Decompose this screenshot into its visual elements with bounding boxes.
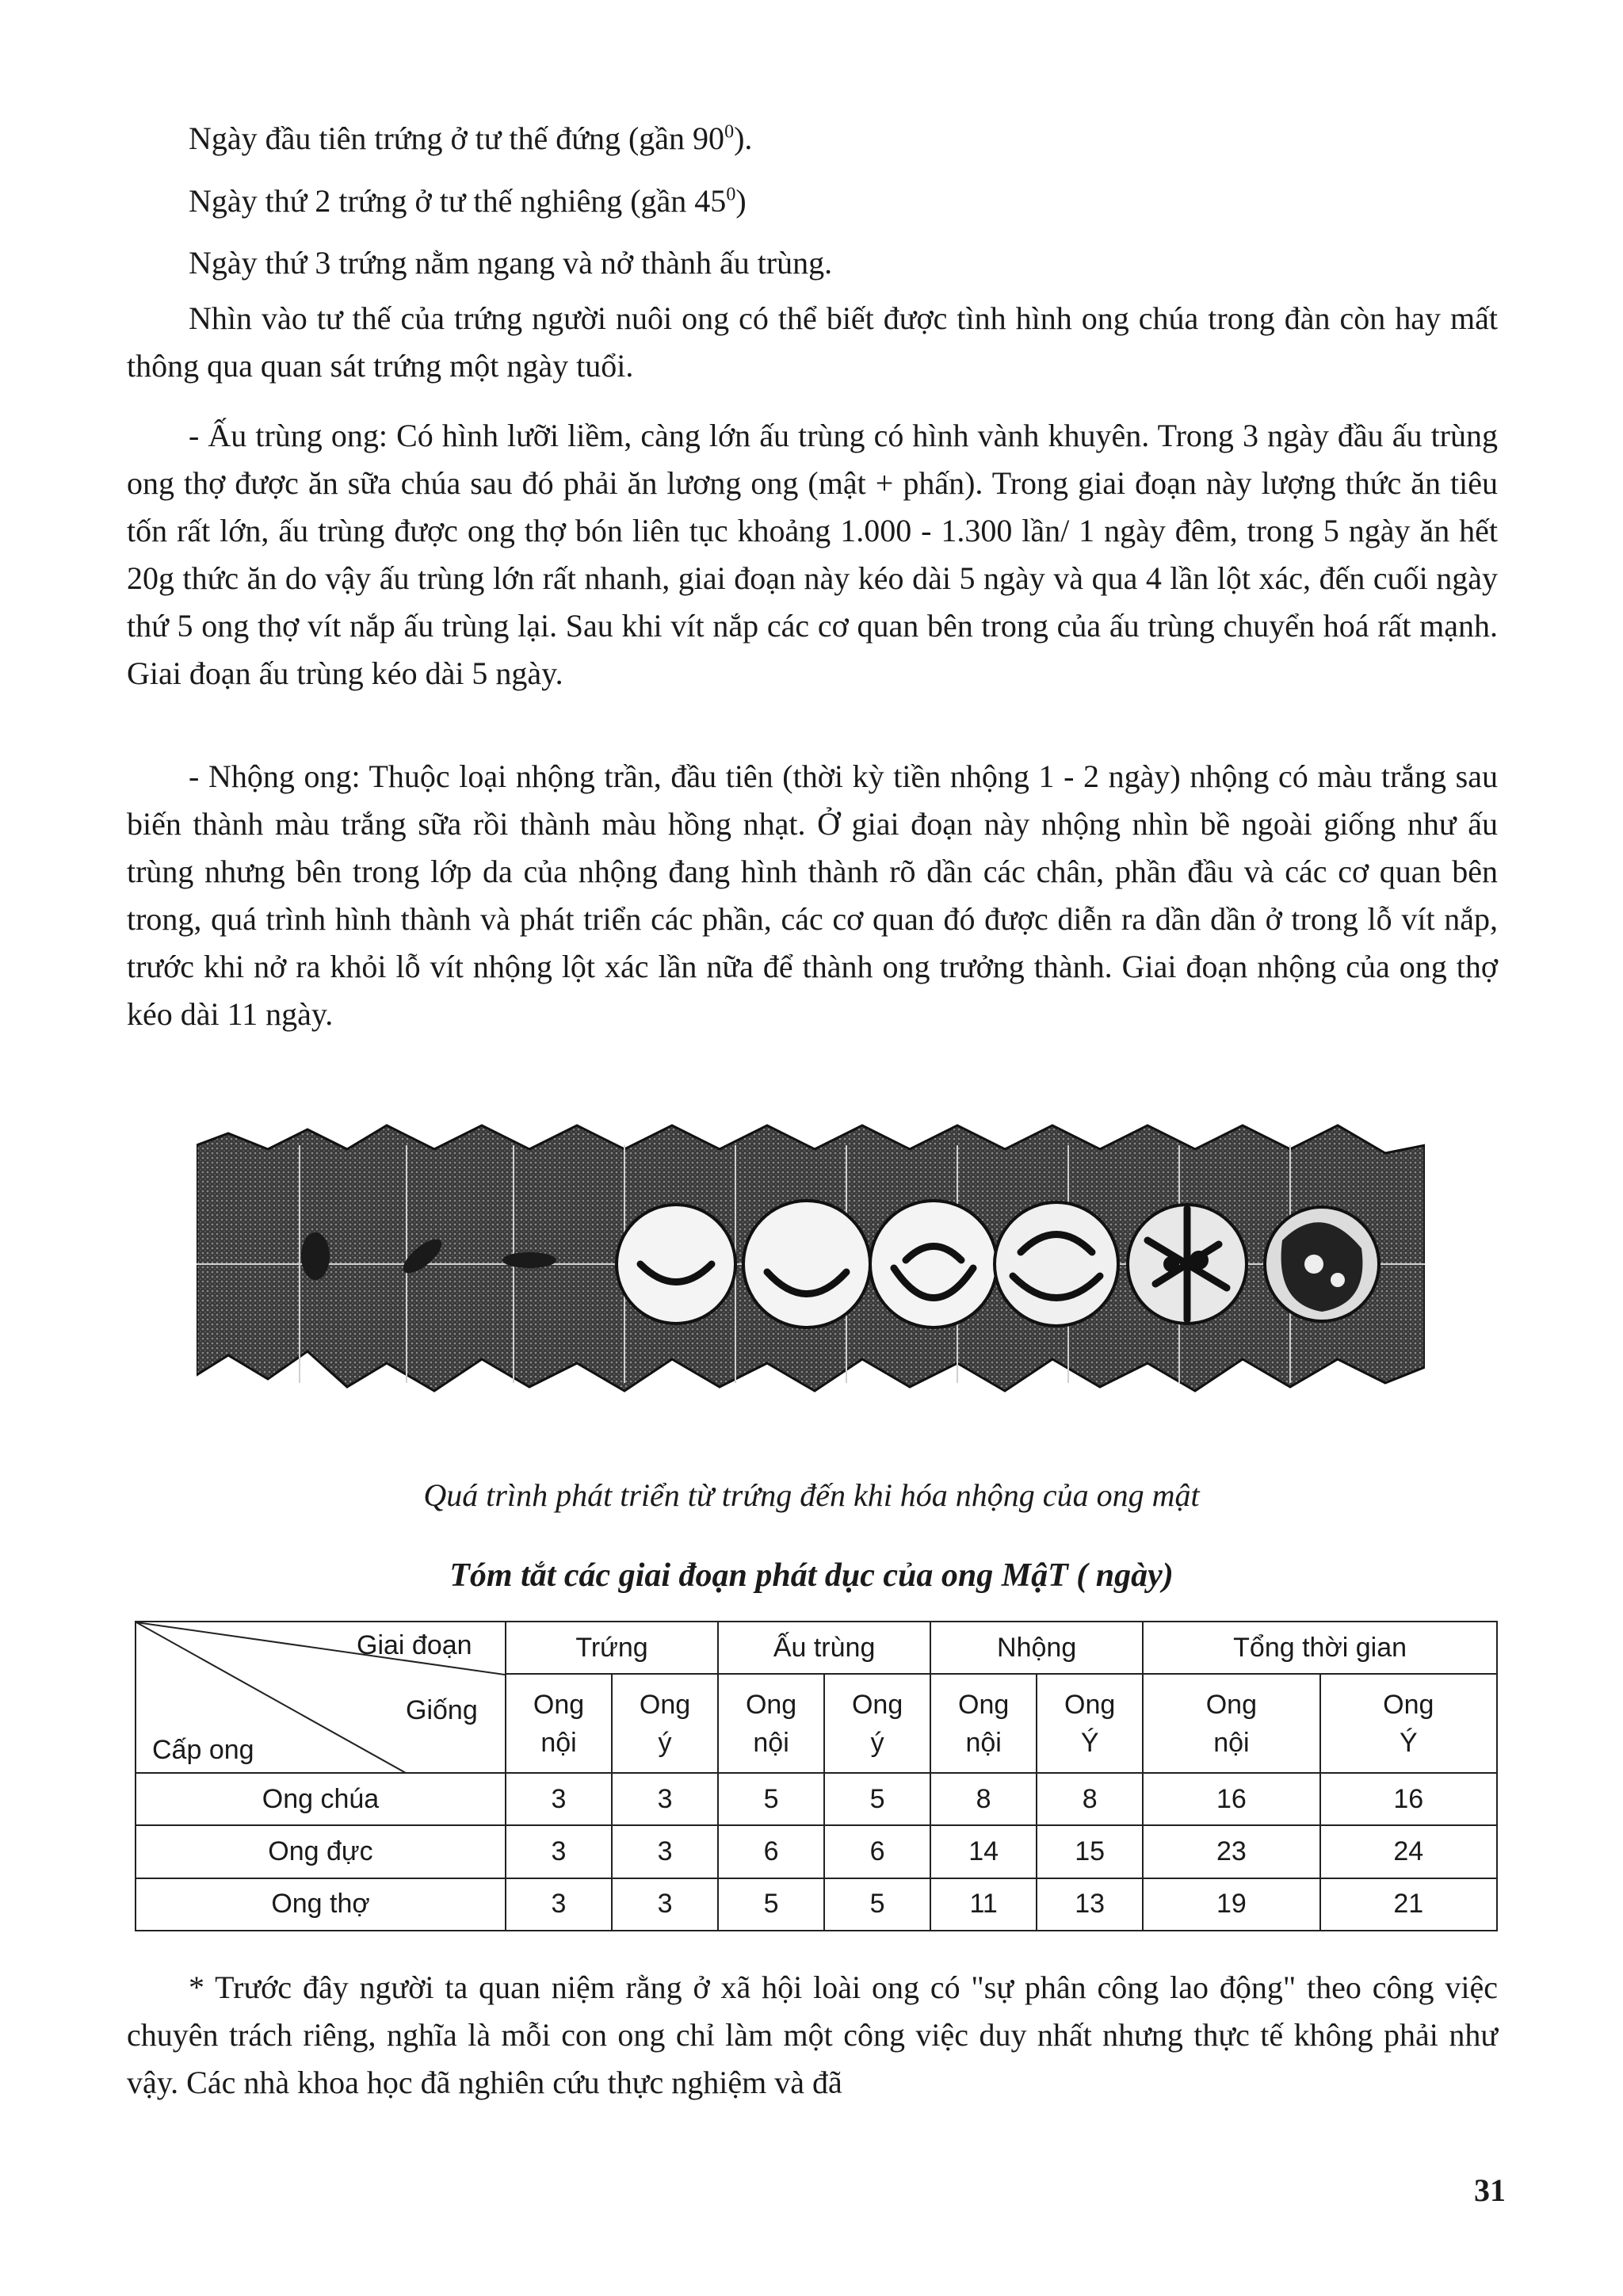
- table-cell: 3: [612, 1825, 718, 1878]
- table-cell: 6: [824, 1825, 930, 1878]
- breed-header: Ong nội: [930, 1674, 1037, 1773]
- breed-header: Ong ý: [824, 1674, 930, 1773]
- header-stage-total: Tổng thời gian: [1143, 1622, 1497, 1674]
- caste-label: Ong thợ: [136, 1878, 506, 1931]
- corner-label-stage: Giai đoạn: [357, 1630, 472, 1660]
- breed-header: Ong nội: [718, 1674, 824, 1773]
- observe-paragraph: Nhìn vào tư thế của trứng người nuôi ong có thể biết được tình hình ong chúa trong đàn còn hay mất thông qua quan sát trứng một ngày tuổi.: [127, 300, 1498, 384]
- egg-day3-line: Ngày thứ 3 trứng nằm ngang và nở thành ấu trùng.: [189, 245, 833, 281]
- table-cell: 14: [930, 1825, 1037, 1878]
- egg-day2-line: Ngày thứ 2 trứng ở tư thế nghiêng (gần $45^0$): [189, 183, 747, 219]
- larva-paragraph: - Ấu trùng ong: Có hình lưỡi liềm, càng lớn ấu trùng có hình vành khuyên. Trong 3 ngày đầu ấu trùng ong thợ được ăn sữa chúa sau đó phải ăn lương ong (mật + phấn). Trong giai đoạn này lượng thức ăn tiêu tốn rất lớn, ấu trùng được ong thợ bón liên tục khoảng 1.000 - 1.300 lần/ 1 ngày đêm, trong 5 ngày ăn hết 20g thức ăn do vậy ấu trùng lớn rất nhanh, giai đoạn này kéo dài 5 ngày và qua 4 lần lột xác, đến cuối ngày thứ 5 ong thợ vít nắp ấu trùng lại. Sau khi vít nắp các cơ quan bên trong của ấu trùng chuyển hoá rất mạnh. Giai đoạn ấu trùng kéo dài 5 ngày.: [127, 418, 1498, 691]
- table-cell: 5: [824, 1773, 930, 1825]
- table-title: Tóm tắt các giai đoạn phát dục của ong MậT ( ngày): [449, 1557, 1174, 1594]
- table-cell: 3: [506, 1773, 612, 1825]
- table-cell: 5: [718, 1878, 824, 1931]
- development-stages-table: [135, 1621, 1498, 1931]
- breed-header: Ong nội: [506, 1674, 612, 1773]
- table-cell: 3: [506, 1825, 612, 1878]
- table-cell: 11: [930, 1878, 1037, 1931]
- table-row: [136, 1825, 1497, 1878]
- table-cell: 15: [1037, 1825, 1143, 1878]
- breed-header: Ong ý: [612, 1674, 718, 1773]
- table-cell: 3: [612, 1773, 718, 1825]
- header-stage-egg: Trứng: [506, 1622, 718, 1674]
- breed-header: Ong nội: [1143, 1674, 1319, 1773]
- header-stage-pupa: Nhộng: [930, 1622, 1143, 1674]
- table-cell: 16: [1320, 1773, 1497, 1825]
- corner-label-caste: Cấp ong: [152, 1735, 254, 1765]
- table-cell: 3: [506, 1878, 612, 1931]
- caste-label: Ong đực: [136, 1825, 506, 1878]
- breed-header: Ong Ý: [1320, 1674, 1497, 1773]
- pupa-paragraph: - Nhộng ong: Thuộc loại nhộng trần, đầu tiên (thời kỳ tiền nhộng 1 - 2 ngày) nhộng có màu trắng sau biến thành màu trắng sữa rồi thành màu hồng nhạt. Ở giai đoạn này nhộng nhìn bề ngoài giống như ấu trùng nhưng bên trong lớp da của nhộng đang hình thành rõ dần các chân, phần đầu và các cơ quan bên trong, quá trình hình thành và phát triển các phần, các cơ quan đó được diễn ra dần dần ở trong lỗ vít nắp, trước khi nở ra khỏi lỗ vít nhộng lột xác lần nữa để thành ong trưởng thành. Giai đoạn nhộng của ong thợ kéo dài 11 ngày.: [127, 758, 1498, 1032]
- table-corner-header: [136, 1622, 506, 1773]
- honeycomb-cells-image: [197, 1114, 1425, 1415]
- breed-header: Ong Ý: [1037, 1674, 1143, 1773]
- table-cell: 16: [1143, 1773, 1319, 1825]
- table-cell: 5: [718, 1773, 824, 1825]
- table-cell: 19: [1143, 1878, 1319, 1931]
- table-cell: 8: [930, 1773, 1037, 1825]
- table-cell: 3: [612, 1878, 718, 1931]
- table-cell: 6: [718, 1825, 824, 1878]
- brood-development-figure: [197, 1114, 1425, 1415]
- table-cell: 8: [1037, 1773, 1143, 1825]
- figure-caption: Quá trình phát triển từ trứng đến khi hóa nhộng của ong mật: [423, 1477, 1200, 1513]
- table-cell: 21: [1320, 1878, 1497, 1931]
- page-number: 31: [1474, 2172, 1506, 2208]
- table-cell: 5: [824, 1878, 930, 1931]
- table-row: [136, 1878, 1497, 1931]
- table-cell: 23: [1143, 1825, 1319, 1878]
- header-stage-larva: Ấu trùng: [718, 1622, 930, 1674]
- egg-day1-line: Ngày đầu tiên trứng ở tư thế đứng (gần $90^0$).: [189, 120, 753, 156]
- table-row: [136, 1773, 1497, 1825]
- table-cell: 13: [1037, 1878, 1143, 1931]
- caste-label: Ong chúa: [136, 1773, 506, 1825]
- table-cell: 24: [1320, 1825, 1497, 1878]
- footer-paragraph: * Trước đây người ta quan niệm rằng ở xã hội loài ong có "sự phân công lao động" theo công việc chuyên trách riêng, nghĩa là mỗi con ong chỉ làm một công việc duy nhất nhưng thực tế không phải như vậy. Các nhà khoa học đã nghiên cứu thực nghiệm và đã: [127, 1969, 1498, 2100]
- corner-label-breed: Giống: [406, 1695, 478, 1725]
